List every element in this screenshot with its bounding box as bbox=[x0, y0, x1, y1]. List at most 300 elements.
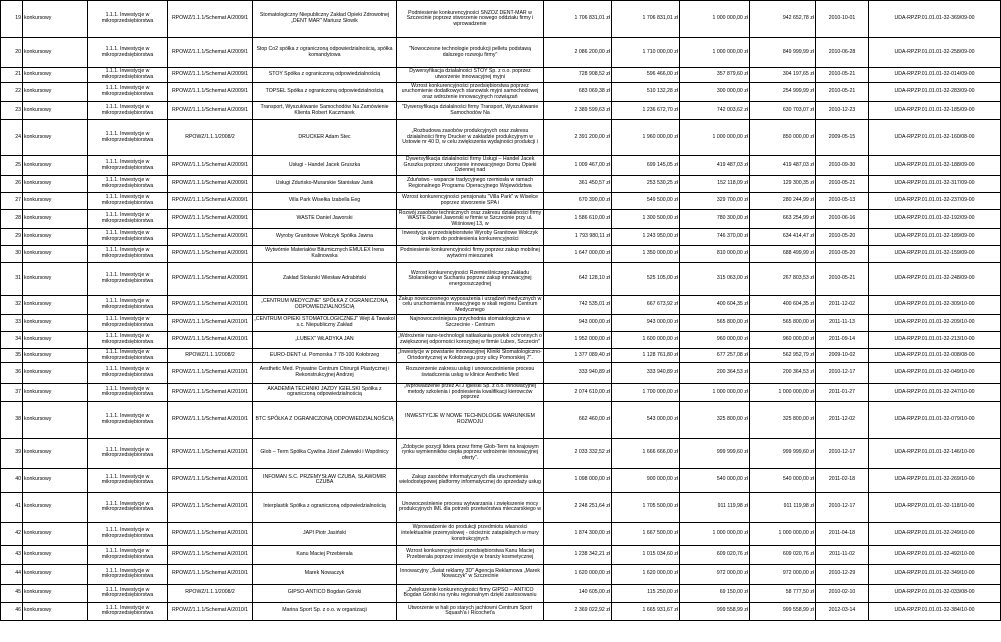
row-number: 33 bbox=[1, 315, 23, 332]
scheme-cell: RPOWZ/1.1.1/Schemat A/2009/1 bbox=[168, 229, 253, 246]
row-number: 41 bbox=[1, 492, 23, 522]
tryb-cell: konkursowy bbox=[23, 229, 88, 246]
contract-code-cell: UDA-RPZP.01.01.01-32-317/09-00 bbox=[869, 176, 1001, 193]
project-title-cell: „Wprowadzenie przez ATJ Igielski Sp. z o.o. innowacyjnej metody szkolenia i podniesienia kwalifikacji kierowców poprzez bbox=[397, 384, 544, 402]
eligible-costs-cell: 525 105,00 zł bbox=[612, 263, 680, 296]
beneficiary-cell: „LUBEX" WŁADYKA JAN bbox=[253, 332, 397, 349]
eu-funding-cell: 972 000,00 zł bbox=[750, 564, 816, 584]
eligible-costs-cell: 1 705 500,00 zł bbox=[612, 492, 680, 522]
date-cell: 2011-01-27 bbox=[816, 384, 869, 402]
axis-cell: 1.1.1. Inwestycje w mikroprzedsiębiorstwa bbox=[88, 263, 168, 296]
funding-cell: 357 879,60 zł bbox=[680, 68, 750, 83]
row-number: 27 bbox=[1, 193, 23, 210]
tryb-cell: konkursowy bbox=[23, 296, 88, 315]
eu-funding-cell: 1 000 000,00 zł bbox=[750, 384, 816, 402]
contract-code-cell: UDA-RPZP.01.01.01-32-283/09-00 bbox=[869, 83, 1001, 102]
date-cell: 2010-12-29 bbox=[816, 564, 869, 584]
scheme-cell: RPOWZ/1.1.1/Schemat A/2010/1 bbox=[168, 401, 253, 438]
projects-table-body bbox=[1, 1, 1001, 621]
table-row bbox=[1, 1, 1001, 38]
scheme-cell: RPOWZ/1.1.1/Schemat A/2009/1 bbox=[168, 246, 253, 263]
project-title-cell: Dywersyfikacja działalności STOY Sp. z o.o. poprzez utworzenie innowacyjnej myjni bbox=[397, 68, 544, 83]
tryb-cell: konkursowy bbox=[23, 120, 88, 156]
eu-funding-cell: 254 999,99 zł bbox=[750, 83, 816, 102]
total-value-cell: 683 069,38 zł bbox=[544, 83, 612, 102]
table-row bbox=[1, 332, 1001, 349]
scheme-cell: RPOWZ/1.1.1/Schemat A/2009/1 bbox=[168, 263, 253, 296]
funding-cell: 300 000,00 zł bbox=[680, 83, 750, 102]
project-title-cell: Innowacyjny „Świat reklamy 3D" Agencja Reklamowa „Marek Nowaczyk" w Szczecinie bbox=[397, 564, 544, 584]
total-value-cell: 2 086 200,00 zł bbox=[544, 38, 612, 68]
total-value-cell: 2 391 200,00 zł bbox=[544, 120, 612, 156]
date-cell: 2010-05-21 bbox=[816, 176, 869, 193]
row-number: 44 bbox=[1, 564, 23, 584]
scheme-cell: RPOWZ/1.1.1/Schemat A/2010/1 bbox=[168, 492, 253, 522]
eligible-costs-cell: 1 600 000,00 zł bbox=[612, 332, 680, 349]
eu-funding-cell: 562 952,79 zł bbox=[750, 349, 816, 363]
row-number: 25 bbox=[1, 156, 23, 176]
eu-funding-cell: 849 999,99 zł bbox=[750, 38, 816, 68]
date-cell: 2009-10-02 bbox=[816, 349, 869, 363]
project-title-cell: Wzrost konkurencyjności przedsiębiorstwa poprzez uruchomienie dodatkowych stanowisk myjni samochodowej oraz wdrożenie innowacyjnych rozwiązań bbox=[397, 83, 544, 102]
total-value-cell: 2 248 251,64 zł bbox=[544, 492, 612, 522]
total-value-cell: 1 647 000,00 zł bbox=[544, 246, 612, 263]
project-title-cell: "Nowoczesne technologie produkcji pelletu podstawą dalszego rozwoju firmy" bbox=[397, 38, 544, 68]
date-cell: 2011-09-14 bbox=[816, 332, 869, 349]
table-row bbox=[1, 38, 1001, 68]
contract-code-cell: UDA-RPZP.01.01.01-32-384/10-00 bbox=[869, 602, 1001, 620]
contract-code-cell: UDA-RPZP.01.01.01-32-309/10-00 bbox=[869, 296, 1001, 315]
row-number: 32 bbox=[1, 296, 23, 315]
beneficiary-cell: „CENTRUM OPIEKI STOMATOLOGICZNEJ" Wejt & Tawakol s.c. Niepubliczny Zakład bbox=[253, 315, 397, 332]
axis-cell: 1.1.1. Inwestycje w mikroprzedsiębiorstwa bbox=[88, 83, 168, 102]
total-value-cell: 642 128,10 zł bbox=[544, 263, 612, 296]
eligible-costs-cell: 549 500,00 zł bbox=[612, 193, 680, 210]
table-row bbox=[1, 229, 1001, 246]
beneficiary-cell: INFOMAN S.C. PRZEMYSŁAW CZUBA, SŁAWOMIR CZUBA bbox=[253, 468, 397, 492]
table-row bbox=[1, 263, 1001, 296]
axis-cell: 1.1.1. Inwestycje w mikroprzedsiębiorstwa bbox=[88, 1, 168, 38]
beneficiary-cell: Zakład Stolarski Wiesław Adrabiński bbox=[253, 263, 397, 296]
total-value-cell: 662 460,00 zł bbox=[544, 401, 612, 438]
eligible-costs-cell: 1 300 500,00 zł bbox=[612, 210, 680, 229]
eligible-costs-cell: 1 960 000,00 zł bbox=[612, 120, 680, 156]
table-row bbox=[1, 176, 1001, 193]
date-cell: 2010-05-21 bbox=[816, 263, 869, 296]
contract-code-cell: UDA-RPZP.01.01.01-32-492/10-00 bbox=[869, 545, 1001, 564]
project-title-cell: Rozszerzenie zakresu usług i unowocześnienie procesu świadczenia usług w klinice Aesthetic Med bbox=[397, 363, 544, 384]
row-number: 37 bbox=[1, 384, 23, 402]
eu-funding-cell: 634 414,47 zł bbox=[750, 229, 816, 246]
axis-cell: 1.1.1. Inwestycje w mikroprzedsiębiorstwa bbox=[88, 210, 168, 229]
scheme-cell: RPOWZ/1.1.1/2008/2 bbox=[168, 120, 253, 156]
beneficiary-cell: Marina Sport Sp. z o.o. w organizacji bbox=[253, 602, 397, 620]
total-value-cell: 742 535,01 zł bbox=[544, 296, 612, 315]
funding-cell: 810 000,00 zł bbox=[680, 246, 750, 263]
total-value-cell: 728 908,52 zł bbox=[544, 68, 612, 83]
total-value-cell: 361 450,57 zł bbox=[544, 176, 612, 193]
total-value-cell: 1 377 089,40 zł bbox=[544, 349, 612, 363]
funding-cell: 1 000 000,00 zł bbox=[680, 384, 750, 402]
funding-cell: 1 000 000,00 zł bbox=[680, 522, 750, 545]
tryb-cell: konkursowy bbox=[23, 315, 88, 332]
project-title-cell: Unowocześnienie procesu wytwarzania i zwiększenie mocy produkcyjnych IML dla potrzeb przetwórstwa mleczarskiego w bbox=[397, 492, 544, 522]
funding-cell: 152 118,09 zł bbox=[680, 176, 750, 193]
scheme-cell: RPOWZ/1.1.1/Schemat A/2010/1 bbox=[168, 363, 253, 384]
date-cell: 2010-09-30 bbox=[816, 156, 869, 176]
row-number: 34 bbox=[1, 332, 23, 349]
eu-funding-cell: 565 800,00 zł bbox=[750, 315, 816, 332]
funding-cell: 565 800,00 zł bbox=[680, 315, 750, 332]
scheme-cell: RPOWZ/1.1.1/Schemat A/2009/1 bbox=[168, 83, 253, 102]
project-title-cell: „Rozbudowa zasobów produkcyjnych oraz zakresu działalności firmy Drucker w zakładzie produkcyjnym w Ustowie nr 40 D, w celu zwiększenia wydajności produkcji i bbox=[397, 120, 544, 156]
funding-cell: 972 000,00 zł bbox=[680, 564, 750, 584]
contract-code-cell: UDA-RPZP.01.01.01-32-049/10-00 bbox=[869, 363, 1001, 384]
date-cell: 2010-05-13 bbox=[816, 193, 869, 210]
eu-funding-cell: 850 000,00 zł bbox=[750, 120, 816, 156]
project-title-cell: Wzrost konkurencyjności RzemieśIniczego Zakładu Stolarskiego w Suchaniu poprzez zakup innowacyjnej energooszczędnej bbox=[397, 263, 544, 296]
scheme-cell: RPOWZ/1.1.1/Schemat A/2009/1 bbox=[168, 193, 253, 210]
tryb-cell: konkursowy bbox=[23, 384, 88, 402]
eu-funding-cell: 911 119,98 zł bbox=[750, 492, 816, 522]
scheme-cell: RPOWZ/1.1.1/Schemat A/2010/1 bbox=[168, 438, 253, 468]
beneficiary-cell: Villa Park Wisełka Izabella Eeg bbox=[253, 193, 397, 210]
eligible-costs-cell: 1 620 000,00 zł bbox=[612, 564, 680, 584]
funding-cell: 1 000 000,00 zł bbox=[680, 1, 750, 38]
project-title-cell: „Wdrożenie nano-technologii natłaskania powłok ochronnych o zwiększonej odporności korozyjnej w firmie Lubex, Szczecin" bbox=[397, 332, 544, 349]
table-row bbox=[1, 315, 1001, 332]
table-row bbox=[1, 102, 1001, 120]
axis-cell: 1.1.1. Inwestycje w mikroprzedsiębiorstwa bbox=[88, 315, 168, 332]
scheme-cell: RPOWZ/1.1.1/Schemat A/2010/1 bbox=[168, 602, 253, 620]
tryb-cell: konkursowy bbox=[23, 83, 88, 102]
beneficiary-cell: Marek Nowaczyk bbox=[253, 564, 397, 584]
tryb-cell: konkursowy bbox=[23, 401, 88, 438]
eligible-costs-cell: 943 000,00 zł bbox=[612, 315, 680, 332]
axis-cell: 1.1.1. Inwestycje w mikroprzedsiębiorstwa bbox=[88, 349, 168, 363]
row-number: 19 bbox=[1, 1, 23, 38]
eligible-costs-cell: 1 666 666,00 zł bbox=[612, 438, 680, 468]
table-row bbox=[1, 468, 1001, 492]
tryb-cell: konkursowy bbox=[23, 246, 88, 263]
row-number: 42 bbox=[1, 522, 23, 545]
total-value-cell: 1 009 467,00 zł bbox=[544, 156, 612, 176]
eu-funding-cell: 304 197,65 zł bbox=[750, 68, 816, 83]
tryb-cell: konkursowy bbox=[23, 193, 88, 210]
eu-funding-cell: 267 803,53 zł bbox=[750, 263, 816, 296]
date-cell: 2010-05-21 bbox=[816, 83, 869, 102]
date-cell: 2011-12-02 bbox=[816, 401, 869, 438]
eligible-costs-cell: 667 673,92 zł bbox=[612, 296, 680, 315]
contract-code-cell: UDA-RPZP.01.01.01-32-118/10-00 bbox=[869, 492, 1001, 522]
contract-code-cell: UDA-RPZP.01.01.01-32-248/09-00 bbox=[869, 263, 1001, 296]
date-cell: 2011-02-18 bbox=[816, 468, 869, 492]
project-title-cell: Wzrost konkurencyjności pensjonatu "Villa Park" w Wisełce poprzez stworzenie SPA i bbox=[397, 193, 544, 210]
funding-cell: 329 700,00 zł bbox=[680, 193, 750, 210]
funding-cell: 999 558,99 zł bbox=[680, 602, 750, 620]
eu-funding-cell: 960 000,00 zł bbox=[750, 332, 816, 349]
eligible-costs-cell: 1 665 931,67 zł bbox=[612, 602, 680, 620]
scheme-cell: RPOWZ/1.1.1/Schemat A/2009/1 bbox=[168, 210, 253, 229]
table-row bbox=[1, 296, 1001, 315]
tryb-cell: konkursowy bbox=[23, 522, 88, 545]
contract-code-cell: UDA-RPZP.01.01.01-32-247/10-00 bbox=[869, 384, 1001, 402]
total-value-cell: 2 074 610,00 zł bbox=[544, 384, 612, 402]
row-number: 46 bbox=[1, 602, 23, 620]
project-title-cell: „Zdobycie pozycji lidera przez firmę Glob-Term na krajowym rynku wymienników ciepła poprzez wdrożenie innowacyjnej oferty". bbox=[397, 438, 544, 468]
eligible-costs-cell: 510 132,28 zł bbox=[612, 83, 680, 102]
total-value-cell: 1 952 000,00 zł bbox=[544, 332, 612, 349]
axis-cell: 1.1.1. Inwestycje w mikroprzedsiębiorstwa bbox=[88, 602, 168, 620]
eligible-costs-cell: 596 466,00 zł bbox=[612, 68, 680, 83]
table-row bbox=[1, 584, 1001, 602]
axis-cell: 1.1.1. Inwestycje w mikroprzedsiębiorstwa bbox=[88, 68, 168, 83]
eligible-costs-cell: 543 000,00 zł bbox=[612, 401, 680, 438]
tryb-cell: konkursowy bbox=[23, 332, 88, 349]
axis-cell: 1.1.1. Inwestycje w mikroprzedsiębiorstwa bbox=[88, 296, 168, 315]
date-cell: 2011-11-13 bbox=[816, 315, 869, 332]
date-cell: 2010-12-17 bbox=[816, 438, 869, 468]
table-row bbox=[1, 564, 1001, 584]
tryb-cell: konkursowy bbox=[23, 210, 88, 229]
funding-cell: 742 003,62 zł bbox=[680, 102, 750, 120]
total-value-cell: 140 605,00 zł bbox=[544, 584, 612, 602]
funding-cell: 609 020,76 zł bbox=[680, 545, 750, 564]
total-value-cell: 1 706 831,01 zł bbox=[544, 1, 612, 38]
row-number: 30 bbox=[1, 246, 23, 263]
beneficiary-cell: DRUCKER Adam Stec bbox=[253, 120, 397, 156]
tryb-cell: konkursowy bbox=[23, 492, 88, 522]
tryb-cell: konkursowy bbox=[23, 438, 88, 468]
contract-code-cell: UDA-RPZP.01.01.01-32-258/09-00 bbox=[869, 38, 1001, 68]
eu-funding-cell: 540 000,00 zł bbox=[750, 468, 816, 492]
contract-code-cell: UDA-RPZP.01.01.01-32-369/09-00 bbox=[869, 1, 1001, 38]
row-number: 28 bbox=[1, 210, 23, 229]
tryb-cell: konkursowy bbox=[23, 545, 88, 564]
table-row bbox=[1, 545, 1001, 564]
row-number: 21 bbox=[1, 68, 23, 83]
total-value-cell: 670 390,00 zł bbox=[544, 193, 612, 210]
funding-cell: 780 300,00 zł bbox=[680, 210, 750, 229]
tryb-cell: konkursowy bbox=[23, 68, 88, 83]
date-cell: 2011-11-02 bbox=[816, 545, 869, 564]
project-title-cell: Rozwój zasobów technicznych oraz zakresu działalności firmy WASTE Daniel Jaworski w firmie w Szczecinie przy ul. Wiśniowej 13, w bbox=[397, 210, 544, 229]
eu-funding-cell: 999 558,99 zł bbox=[750, 602, 816, 620]
project-title-cell: „Zwiększenie konkurencyjności firmy GIPSO – ANTICO Bogdan Górski na rynku regionalnym dzięki zastosowaniu bbox=[397, 584, 544, 602]
tryb-cell: konkursowy bbox=[23, 363, 88, 384]
table-row bbox=[1, 492, 1001, 522]
funding-cell: 911 119,98 zł bbox=[680, 492, 750, 522]
date-cell: 2010-06-28 bbox=[816, 38, 869, 68]
contract-code-cell: UDA-RPZP.01.01.01-32-008/08-00 bbox=[869, 349, 1001, 363]
beneficiary-cell: Aesthetic Med. Prywatne Centrum Chirurgii Plastycznej i Rekonstrukcyjnej Andrzej bbox=[253, 363, 397, 384]
axis-cell: 1.1.1. Inwestycje w mikroprzedsiębiorstwa bbox=[88, 584, 168, 602]
eligible-costs-cell: 1 243 950,00 zł bbox=[612, 229, 680, 246]
eu-funding-cell: 200 364,53 zł bbox=[750, 363, 816, 384]
row-number: 45 bbox=[1, 584, 23, 602]
contract-code-cell: UDA-RPZP.01.01.01-32-192/09-00 bbox=[869, 210, 1001, 229]
tryb-cell: konkursowy bbox=[23, 102, 88, 120]
date-cell: 2010-05-20 bbox=[816, 246, 869, 263]
beneficiary-cell: TOPSEL Spółka z ograniczoną odpowiedzialnością bbox=[253, 83, 397, 102]
contract-code-cell: UDA-RPZP.01.01.01-32-033/08-00 bbox=[869, 584, 1001, 602]
row-number: 36 bbox=[1, 363, 23, 384]
table-row bbox=[1, 120, 1001, 156]
total-value-cell: 1 586 610,00 zł bbox=[544, 210, 612, 229]
table-row bbox=[1, 401, 1001, 438]
eligible-costs-cell: 699 145,05 zł bbox=[612, 156, 680, 176]
beneficiary-cell: Wytwórnie Materiałów Bitumicznych EMULEX Irena Kalinowska bbox=[253, 246, 397, 263]
project-title-cell: Podniesienie konkurencyjności SNZOZ DENT-MAR w Szczecinie poprzez stworzenie nowego oddziału firmy i wprowadzenie bbox=[397, 1, 544, 38]
date-cell: 2012-03-14 bbox=[816, 602, 869, 620]
funding-cell: 960 000,00 zł bbox=[680, 332, 750, 349]
contract-code-cell: UDA-RPZP.01.01.01-32-249/10-00 bbox=[869, 522, 1001, 545]
eligible-costs-cell: 115 250,00 zł bbox=[612, 584, 680, 602]
total-value-cell: 1 874 300,00 zł bbox=[544, 522, 612, 545]
tryb-cell: konkursowy bbox=[23, 584, 88, 602]
scheme-cell: RPOWZ/1.1.1/2008/2 bbox=[168, 349, 253, 363]
eu-funding-cell: 609 020,76 zł bbox=[750, 545, 816, 564]
total-value-cell: 1 238 342,21 zł bbox=[544, 545, 612, 564]
date-cell: 2011-04-18 bbox=[816, 522, 869, 545]
beneficiary-cell: Kanu Maciej Przebierała bbox=[253, 545, 397, 564]
funding-cell: 677 257,08 zł bbox=[680, 349, 750, 363]
contract-code-cell: UDA-RPZP.01.01.01-32-188/09-00 bbox=[869, 156, 1001, 176]
beneficiary-cell: Interplastik Spółka z ograniczoną odpowiedzialnością bbox=[253, 492, 397, 522]
total-value-cell: 1 620 000,00 zł bbox=[544, 564, 612, 584]
contract-code-cell: UDA-RPZP.01.01.01-32-160/08-00 bbox=[869, 120, 1001, 156]
eu-funding-cell: 129 300,35 zł bbox=[750, 176, 816, 193]
project-title-cell: Wprowadzenie do produkcji przedmiotu własności intelektualnie przemysłowej - ościeżnic zatapialnych w mury konstrukcyjnych bbox=[397, 522, 544, 545]
funding-cell: 400 604,35 zł bbox=[680, 296, 750, 315]
tryb-cell: konkursowy bbox=[23, 38, 88, 68]
axis-cell: 1.1.1. Inwestycje w mikroprzedsiębiorstwa bbox=[88, 38, 168, 68]
beneficiary-cell: WASTE Daniel Jaworski bbox=[253, 210, 397, 229]
eu-funding-cell: 419 487,03 zł bbox=[750, 156, 816, 176]
project-title-cell: Utworzenie w hali po starych jachtowni Centrum Sport Squash'a i Ricochet'a bbox=[397, 602, 544, 620]
table-row bbox=[1, 210, 1001, 229]
row-number: 23 bbox=[1, 102, 23, 120]
funding-cell: 200 364,53 zł bbox=[680, 363, 750, 384]
eligible-costs-cell: 1 015 034,60 zł bbox=[612, 545, 680, 564]
scheme-cell: RPOWZ/1.1.1/Schemat A/2010/1 bbox=[168, 384, 253, 402]
total-value-cell: 943 000,00 zł bbox=[544, 315, 612, 332]
table-row bbox=[1, 156, 1001, 176]
table-row bbox=[1, 349, 1001, 363]
axis-cell: 1.1.1. Inwestycje w mikroprzedsiębiorstwa bbox=[88, 363, 168, 384]
contract-code-cell: UDA-RPZP.01.01.01-32-209/10-00 bbox=[869, 315, 1001, 332]
funding-cell: 315 063,00 zł bbox=[680, 263, 750, 296]
date-cell: 2010-06-16 bbox=[816, 210, 869, 229]
eu-funding-cell: 999 999,60 zł bbox=[750, 438, 816, 468]
scheme-cell: RPOWZ/1.1.1/Schemat A/2010/1 bbox=[168, 315, 253, 332]
axis-cell: 1.1.1. Inwestycje w mikroprzedsiębiorstwa bbox=[88, 156, 168, 176]
scheme-cell: RPOWZ/1.1.1/Schemat A/2010/1 bbox=[168, 468, 253, 492]
tryb-cell: konkursowy bbox=[23, 349, 88, 363]
beneficiary-cell: Glob – Term Spółka Cywilna Józef Załewski i Wspólnicy bbox=[253, 438, 397, 468]
total-value-cell: 2 389 599,63 zł bbox=[544, 102, 612, 120]
funding-cell: 1 000 000,00 zł bbox=[680, 120, 750, 156]
project-title-cell: Inwestycja w przedsiębiorstwie Wyroby Granitowe Wołczyk krokiem do podniesienia konkurencyjności bbox=[397, 229, 544, 246]
eligible-costs-cell: 1 236 672,70 zł bbox=[612, 102, 680, 120]
scheme-cell: RPOWZ/1.1.1/Schemat A/2010/1 bbox=[168, 522, 253, 545]
funding-cell: 1 000 000,00 zł bbox=[680, 38, 750, 68]
date-cell: 2010-12-17 bbox=[816, 492, 869, 522]
table-row bbox=[1, 193, 1001, 210]
date-cell: 2011-12-02 bbox=[816, 296, 869, 315]
axis-cell: 1.1.1. Inwestycje w mikroprzedsiębiorstwa bbox=[88, 193, 168, 210]
axis-cell: 1.1.1. Inwestycje w mikroprzedsiębiorstwa bbox=[88, 438, 168, 468]
table-row bbox=[1, 522, 1001, 545]
row-number: 24 bbox=[1, 120, 23, 156]
tryb-cell: konkursowy bbox=[23, 468, 88, 492]
contract-code-cell: UDA-RPZP.01.01.01-32-189/09-00 bbox=[869, 229, 1001, 246]
contract-code-cell: UDA-RPZP.01.01.01-32-269/10-00 bbox=[869, 468, 1001, 492]
eligible-costs-cell: 253 530,25 zł bbox=[612, 176, 680, 193]
row-number: 20 bbox=[1, 38, 23, 68]
scheme-cell: RPOWZ/1.1.1/Schemat A/2009/1 bbox=[168, 68, 253, 83]
eligible-costs-cell: 1 710 000,00 zł bbox=[612, 38, 680, 68]
eu-funding-cell: 1 000 000,00 zł bbox=[750, 522, 816, 545]
row-number: 39 bbox=[1, 438, 23, 468]
axis-cell: 1.1.1. Inwestycje w mikroprzedsiębiorstwa bbox=[88, 332, 168, 349]
axis-cell: 1.1.1. Inwestycje w mikroprzedsiębiorstwa bbox=[88, 468, 168, 492]
axis-cell: 1.1.1. Inwestycje w mikroprzedsiębiorstwa bbox=[88, 176, 168, 193]
contract-code-cell: UDA-RPZP.01.01.01-32-185/09-00 bbox=[869, 102, 1001, 120]
date-cell: 2010-05-20 bbox=[816, 229, 869, 246]
funding-cell: 746 370,00 zł bbox=[680, 229, 750, 246]
tryb-cell: konkursowy bbox=[23, 602, 88, 620]
project-title-cell: Najnowocześniejsza przychodnia stomatologiczna w Szczecinie - Centrum bbox=[397, 315, 544, 332]
row-number: 40 bbox=[1, 468, 23, 492]
contract-code-cell: UDA-RPZP.01.01.01-32-213/10-00 bbox=[869, 332, 1001, 349]
project-title-cell: "Dywersyfikacja działalności firmy Transport, Wyszukiwanie Samochodów Na bbox=[397, 102, 544, 120]
funding-cell: 325 800,00 zł bbox=[680, 401, 750, 438]
total-value-cell: 333 940,89 zł bbox=[544, 363, 612, 384]
axis-cell: 1.1.1. Inwestycje w mikroprzedsiębiorstwa bbox=[88, 246, 168, 263]
project-title-cell: „Inwestycje w powstanie innowacyjnej Kliniki Stomatologiczno-Ortodontycznej w Kołobrzegu przy ulicy Pomorskiej 7". bbox=[398, 348, 542, 361]
beneficiary-cell: AKADEMIA TECHNIKI JAZDY IGIELSKI Spółka z ograniczoną odpowiedzialnością bbox=[253, 384, 397, 402]
scheme-cell: RPOWZ/1.1.1/Schemat A/2009/1 bbox=[168, 1, 253, 38]
funding-cell: 419 487,03 zł bbox=[680, 156, 750, 176]
eligible-costs-cell: 900 000,00 zł bbox=[612, 468, 680, 492]
eu-funding-cell: 58 777,50 zł bbox=[750, 584, 816, 602]
eu-funding-cell: 400 604,35 zł bbox=[750, 296, 816, 315]
beneficiary-cell: STOY Spółka z ograniczoną odpowiedzialnością bbox=[253, 68, 397, 83]
scheme-cell: RPOWZ/1.1.1/2008/2 bbox=[168, 584, 253, 602]
date-cell: 2010-12-17 bbox=[816, 363, 869, 384]
table-row bbox=[1, 384, 1001, 402]
table-row bbox=[1, 83, 1001, 102]
axis-cell: 1.1.1. Inwestycje w mikroprzedsiębiorstwa bbox=[88, 229, 168, 246]
beneficiary-cell: Usługi Zduńsko-Murarskie Stanisław Janik bbox=[253, 176, 397, 193]
table-row bbox=[1, 363, 1001, 384]
project-title-cell: INWESTYCJE W NOWE TECHNOLOGIE WARUNKIEM ROZWOJU bbox=[397, 401, 544, 438]
table-row bbox=[1, 246, 1001, 263]
table-row bbox=[1, 438, 1001, 468]
axis-cell: 1.1.1. Inwestycje w mikroprzedsiębiorstwa bbox=[88, 120, 168, 156]
eligible-costs-cell: 1 700 000,00 zł bbox=[612, 384, 680, 402]
funding-cell: 999 999,60 zł bbox=[680, 438, 750, 468]
table-row bbox=[1, 602, 1001, 620]
eligible-costs-cell: 1 128 761,80 zł bbox=[612, 349, 680, 363]
total-value-cell: 1 098 000,00 zł bbox=[544, 468, 612, 492]
scheme-cell: RPOWZ/1.1.1/Schemat A/2010/1 bbox=[168, 296, 253, 315]
axis-cell: 1.1.1. Inwestycje w mikroprzedsiębiorstwa bbox=[88, 564, 168, 584]
axis-cell: 1.1.1. Inwestycje w mikroprzedsiębiorstwa bbox=[88, 545, 168, 564]
contract-code-cell: UDA-RPZP.01.01.01-32-146/10-00 bbox=[869, 438, 1001, 468]
scheme-cell: RPOWZ/1.1.1/Schemat A/2010/1 bbox=[168, 545, 253, 564]
